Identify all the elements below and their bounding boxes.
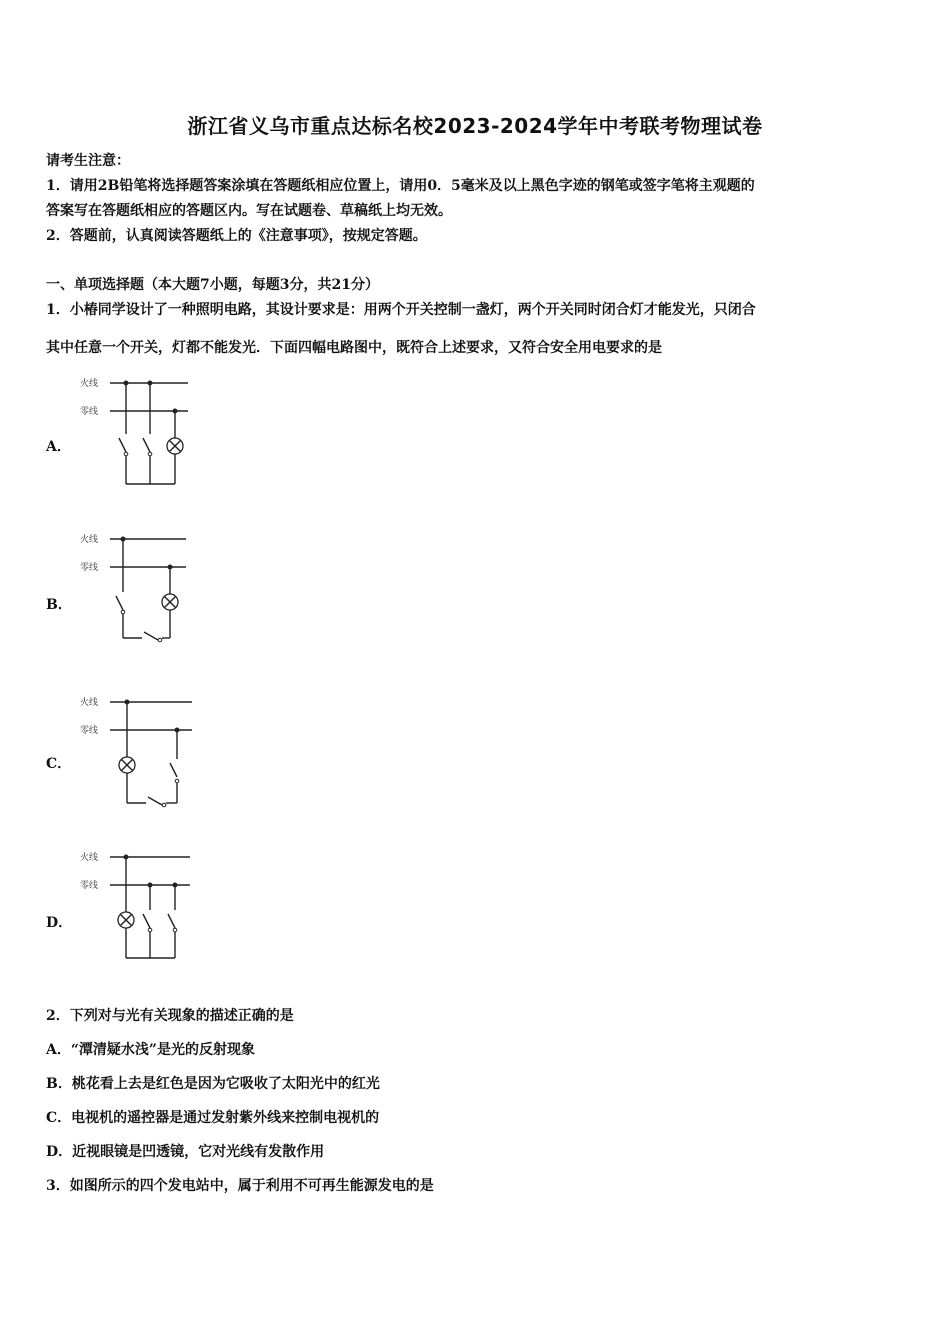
notice-line-2: 答案写在答题纸相应的答题区内。写在试题卷、草稿纸上均无效。 [46, 203, 452, 219]
neutral-wire-label: 零线 [80, 407, 99, 417]
switch-1 [148, 797, 162, 805]
neutral-wire-label: 零线 [80, 563, 99, 573]
switch-2 [143, 438, 150, 452]
circuit-diagram-b [78, 528, 198, 648]
live-wire-label: 火线 [80, 698, 99, 708]
circuit-diagram-d [78, 846, 198, 966]
live-wire-label: 火线 [80, 535, 99, 545]
q1-option-b-label: B． [46, 597, 72, 613]
notice-line-3: 2．答题前，认真阅读答题纸上的《注意事项》，按规定答题。 [46, 228, 427, 244]
live-wire-label: 火线 [80, 379, 99, 389]
switch-1 [143, 914, 150, 928]
q2-option-b: B．桃花看上去是红色是因为它吸收了太阳光中的红光 [46, 1076, 380, 1092]
live-wire-label: 火线 [80, 853, 99, 863]
q1-option-c-label: C． [46, 756, 72, 772]
q2-option-a: A．“潭清疑水浅”是光的反射现象 [46, 1042, 255, 1058]
switch-2 [170, 763, 177, 777]
q1-option-a-label: A． [46, 439, 71, 455]
section-heading: 一、单项选择题（本大题7小题，每题3分，共21分） [46, 277, 379, 293]
q2-option-d: D．近视眼镜是凹透镜，它对光线有发散作用 [46, 1144, 325, 1160]
q1-stem-line-2: 其中任意一个开关，灯都不能发光．下面四幅电路图中，既符合上述要求，又符合安全用电要求的是 [46, 340, 662, 356]
q3-stem: 3．如图所示的四个发电站中，属于利用不可再生能源发电的是 [46, 1178, 434, 1194]
q1-stem-line-1: 1．小椿同学设计了一种照明电路，其设计要求是：用两个开关控制一盏灯，两个开关同时闭合灯才能发光，只闭合 [46, 302, 756, 318]
q2-stem: 2．下列对与光有关现象的描述正确的是 [46, 1008, 294, 1024]
neutral-wire-label: 零线 [80, 881, 99, 891]
notice-line-1: 1．请用2B铅笔将选择题答案涂填在答题纸相应位置上，请用0．5毫米及以上黑色字迹的钢笔或签字笔将主观题的 [46, 178, 755, 194]
q1-option-d-label: D． [46, 915, 73, 931]
switch-2 [144, 632, 158, 640]
notice-heading: 请考生注意： [46, 153, 130, 169]
switch-1 [119, 438, 126, 452]
document-title: 浙江省义乌市重点达标名校2023-2024学年中考联考物理试卷 [187, 114, 763, 138]
switch-1 [116, 596, 123, 610]
q2-option-c: C．电视机的遥控器是通过发射紫外线来控制电视机的 [46, 1110, 380, 1126]
circuit-diagram-a [78, 372, 198, 492]
neutral-wire-label: 零线 [80, 726, 99, 736]
circuit-diagram-c [78, 691, 198, 811]
switch-2 [168, 914, 175, 928]
